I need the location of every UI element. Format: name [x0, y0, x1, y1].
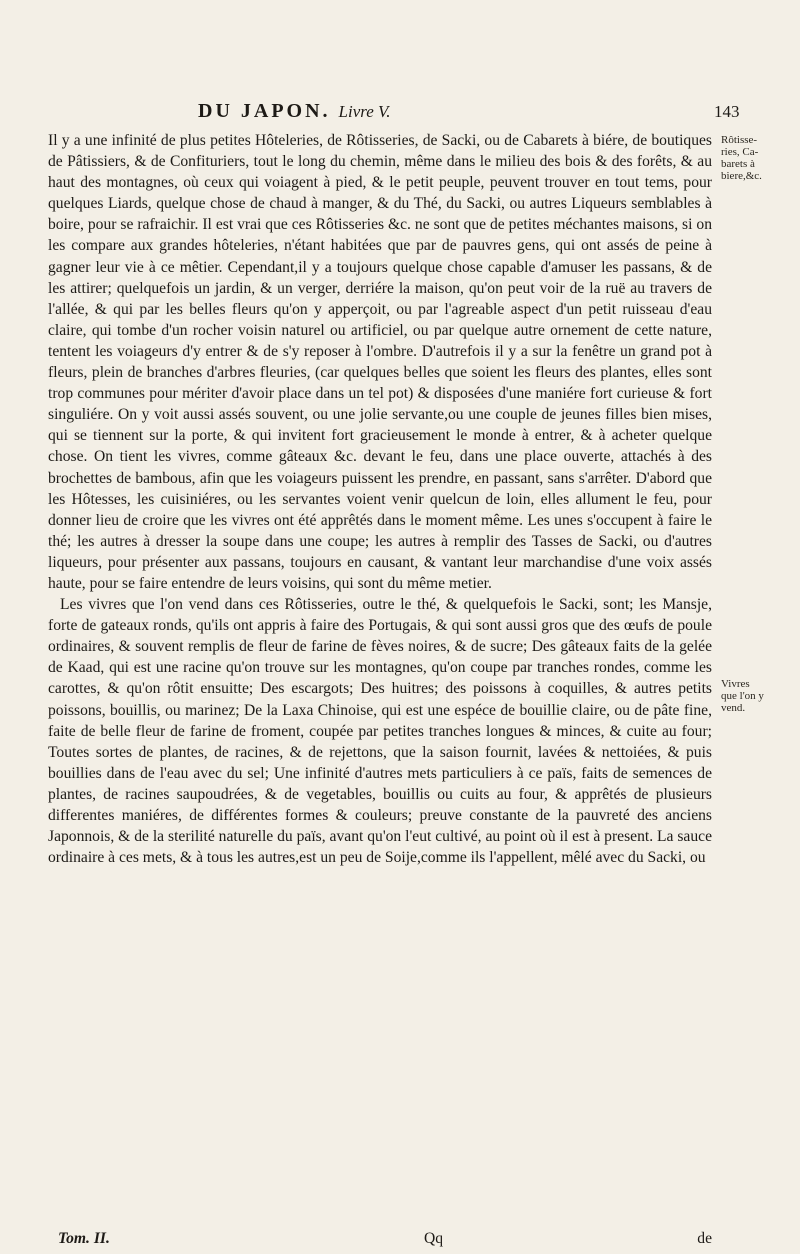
volume-mark: Tom. II.: [58, 1230, 110, 1247]
margin-note-line: barets à: [721, 158, 755, 170]
margin-note-line: que l'on y: [721, 690, 764, 702]
body-text: [48, 130, 712, 1220]
margin-note-line: ries, Ca-: [721, 146, 759, 158]
paragraph-1: Il y a une infinité de plus petites Hôteleries, de Rôtisseries, de Sacki, ou de Cabarets à biére, de boutiques de Pâtissiers, & de Confituriers, tout le long du chemin, même dans le milieu des bois & des forêts, & au haut des montagnes, où ceux qui voiagent à pied, & le petit peuple, peuvent trouver en tout tems, pour quelques Liards, quelque chose de chaud à manger, & du Thé, du Sacki, ou autres Liqueurs semblables à boire, pour se rafraichir. Il est vrai que ces Rôtisseries &c. ne sont que de petites méchantes maisons, si on les compare aux grandes hôteleries, n'étant habitées que par de pauvres gens, qui ont assés de peine à gagner leur vie à ce mêtier. Cependant,il y a toujours quelque chose capable d'amuser les passans, & de les attirer; quelquefois un jardin, & un verger, derriére la maison, qu'on peut voir de la ruë au travers de l'allée, & qui par les belles fleurs qu'on y apperçoit, ou par l'agreable aspect d'un petit ruisseau d'eau claire, qui tombe d'un rocher voisin naturel ou artificiel, ou par quelque autre ornement de cette nature, tentent les voiageurs d'y entrer & de s'y reposer à l'ombre. D'autrefois il y a sur la fenêtre un grand pot à fleurs, plein de branches d'arbres fleuries, (car quelques belles que soient les fleurs des plantes, elles sont trop communes pour mériter d'avoir place dans un tel pot) & disposées d'une maniére fort curieuse & fort singuliére. On y voit aussi assés souvent, ou une jolie servante,ou une couple de jeunes filles bien mises, qui se tiennent sur la porte, & qui invitent fort gracieusement le monde à entrer, & à acheter quelque chose. On tient les vivres, comme gâteaux &c. devant le feu, dans une place ouverte, attachés à des brochettes de bambous, afin que les voiageurs puissent les prendre, en passant, sans s'arrêter. D'abord que les Hôtesses, les cuisiniéres, ou les servantes voient venir quelcun de loin, elles allument le feu, pour donner lieu de croire que les vivres ont été apprêtés dans le moment même. Les unes s'occupent à faire le thé; les autres à dresser la soupe dans une coupe; les autres à remplir des Tasses de Sacki, ou d'autres liqueurs, pour présenter aux passans, toujours en causant, & vantant leur marchandise d'une voix assés haute, pour se faire entendre de leurs voisins, qui sont du même metier.: [48, 132, 712, 592]
catchword: de: [697, 1230, 712, 1247]
margin-note-line: Rôtisse-: [721, 134, 758, 146]
margin-note-line: biere,&c.: [721, 170, 762, 182]
signature-mark: Qq: [424, 1230, 444, 1247]
page-footer: [48, 1230, 712, 1250]
margin-note-line: vend.: [721, 702, 746, 714]
margin-note-line: Vivres: [721, 678, 750, 690]
page-header: [0, 98, 800, 128]
page-number: 143: [714, 102, 740, 121]
margin-note-vivres: [721, 678, 787, 714]
running-title: [198, 100, 391, 123]
margin-note-rotisseries: [721, 134, 787, 182]
paragraph-2: Les vivres que l'on vend dans ces Rôtisseries, outre le thé, & quelquefois le Sacki, sont; les Mansje, forte de gateaux ronds, qu'ils ont appris à faire des Portugais, & qui sont aussi gros que des œufs de poule ordinaires, & souvent remplis de fleur de farine de fèves noires, & de sucre; Des gâteaux faits de la gelée de Kaad, qui est une racine qu'on trouve sur les montagnes, qu'on coupe par tranches rondes, comme les carottes, & qu'on rôtit ensuitte; Des escargots; Des huitres; des poissons à coquilles, & autres petits poissons, bouillis, ou marinez; De la Laxa Chinoise, qui est une espéce de bouillie claire, ou de pâte fine, faite de belle fleur de farine de froment, coupée par petites tranches longues & minces, & cuite au four; Toutes sortes de plantes, de racines, & de rejettons, que la saison fournit, lavées & nettoiées, & puis bouillies dans de l'eau avec du sel; Une infinité d'autres mets particuliers à ce païs, faits de semences de plantes, de racines saupoudrées, & de vegetables, bouillis ou cuits au four, & apprêtés de plusieurs differentes maniéres, de différentes formes & couleurs; preuve constante de la pauvreté des anciens Japonnois, & de la sterilité naturelle du païs, avant qu'on l'eut cultivé, au point où il est à present. La sauce ordinaire à ces mets, & à tous les autres,est un peu de Soije,comme ils l'appellent, mêlé avec du Sacki, ou: [48, 596, 712, 867]
running-title-text: DU JAPON.: [198, 100, 331, 122]
running-title-livre: Livre V.: [338, 102, 391, 121]
